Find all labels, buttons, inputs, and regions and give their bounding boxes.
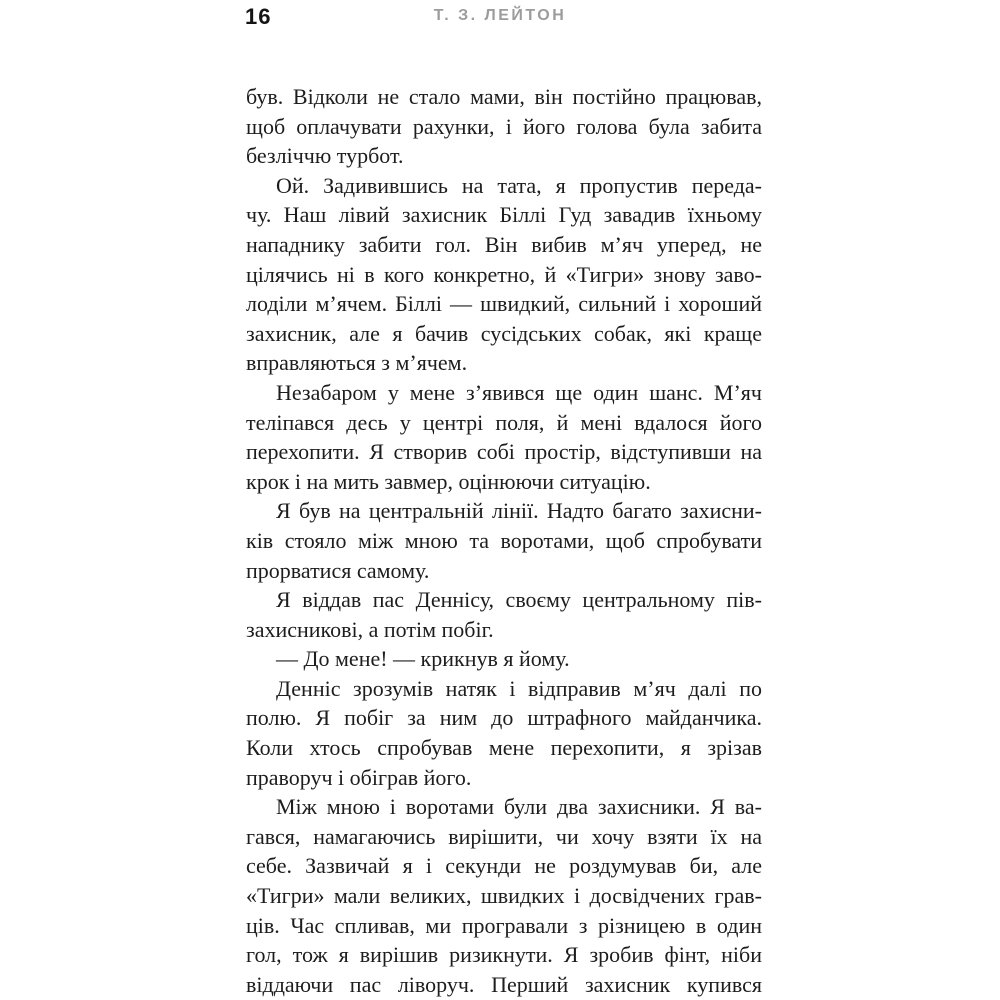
running-header-author: Т. З. ЛЕЙТОН bbox=[433, 7, 567, 24]
text-line: ців. Час спливав, ми програвали з різницею в один bbox=[246, 912, 762, 938]
text-line: полю. Я побіг за ним до штрафного майданчика. bbox=[246, 705, 762, 731]
text-line: перехопити. Я створив собі простір, відступивши на bbox=[246, 439, 762, 465]
text-line: був. Відколи не стало мами, він постійно працював, bbox=[246, 84, 762, 109]
text-line: нападнику забити гол. Він вибив м’яч уперед, не bbox=[246, 231, 762, 257]
text-line: прорватися самому. bbox=[246, 557, 430, 583]
text-line: праворуч і обіграв його. bbox=[246, 764, 472, 790]
text-line: «Тигри» мали великих, швидких і досвідчених грав- bbox=[246, 883, 762, 909]
text-line: вправляються з м’ячем. bbox=[246, 350, 468, 376]
text-line: гався, намагаючись вирішити, чи хочу взяти їх на bbox=[246, 823, 762, 849]
text-line: Ой. Задивившись на тата, я пропустив переда- bbox=[276, 172, 762, 198]
text-line: захисник, але я бачив сусідських собак, які краще bbox=[246, 320, 762, 346]
page-number: 16 bbox=[245, 4, 272, 29]
text-line: цілячись ні в кого конкретно, й «Тигри» знову заво- bbox=[246, 261, 762, 287]
text-line: Між мною і воротами були два захисники. Я ва- bbox=[276, 794, 762, 820]
text-line: теліпався десь у центрі поля, й мені вдалося його bbox=[246, 409, 762, 435]
text-line: крок і на мить завмер, оцінюючи ситуацію. bbox=[246, 468, 651, 494]
text-line: щоб оплачувати рахунки, і його голова була забита bbox=[246, 113, 762, 139]
text-line: Я віддав пас Деннісу, своєму центральному пів- bbox=[276, 587, 762, 613]
text-line: ків стояло між мною та воротами, щоб спробувати bbox=[246, 527, 762, 553]
text-line: — До мене! — крикнув я йому. bbox=[276, 646, 570, 672]
text-line: Незабаром у мене з’явився ще один шанс. М’яч bbox=[276, 379, 762, 405]
text-line: Денніс зрозумів натяк і відправив м’яч далі по bbox=[276, 675, 762, 701]
text-line: Я був на центральній лінії. Надто багато захисни- bbox=[276, 498, 762, 524]
text-line: безліччю турбот. bbox=[246, 143, 404, 169]
body-text bbox=[246, 82, 762, 999]
text-line: захисникові, а потім побіг. bbox=[246, 616, 494, 642]
text-line: гол, тож я вирішив ризикнути. Я зробив фінт, ніби bbox=[246, 942, 762, 968]
text-line: чу. Наш лівий захисник Біллі Гуд завадив їхньому bbox=[246, 202, 762, 228]
text-line: Коли хтось спробував мене перехопити, я зрізав bbox=[246, 735, 762, 761]
page-header bbox=[0, 0, 1000, 32]
text-line: віддаючи пас ліворуч. Перший захисник купився bbox=[246, 971, 762, 997]
text-line: себе. Зазвичай я і секунди не роздумував би, але bbox=[246, 853, 762, 879]
text-line: лоділи м’ячем. Біллі — швидкий, сильний і хороший bbox=[246, 291, 762, 317]
